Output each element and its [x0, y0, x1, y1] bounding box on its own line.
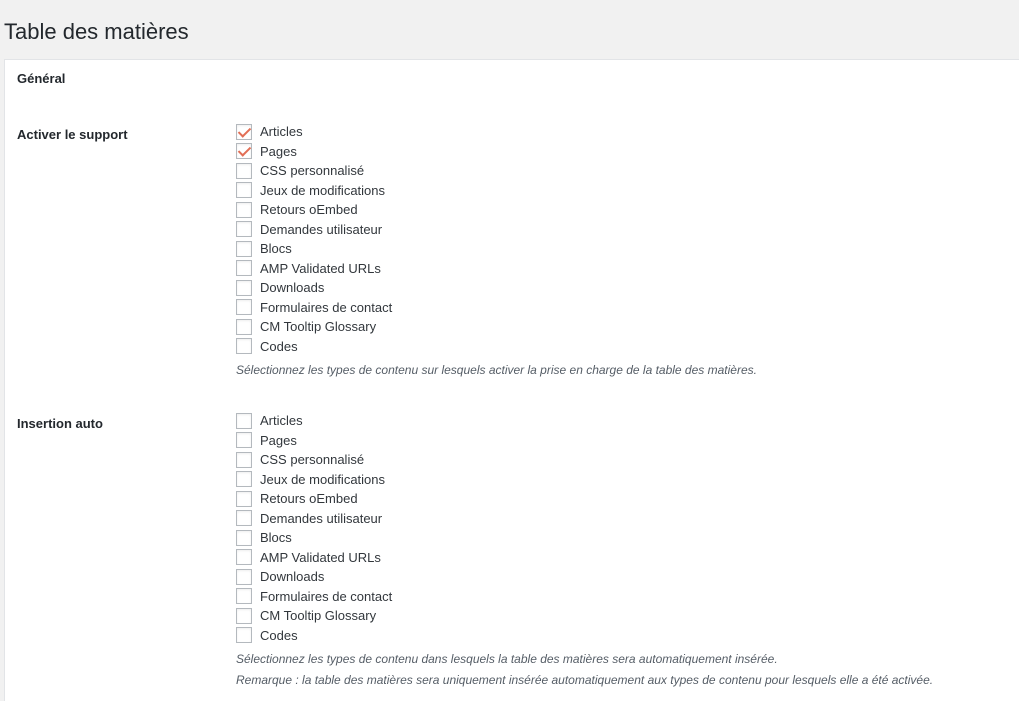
enable-support-option[interactable] [236, 181, 1016, 201]
settings-panel [4, 59, 1019, 701]
page-title: Table des matières [4, 19, 189, 44]
auto-insert-option[interactable] [236, 548, 1016, 568]
auto-insert-option[interactable] [236, 606, 1016, 626]
enable-support-option-label: AMP Validated URLs [260, 260, 381, 276]
auto-insert-option-label: Demandes utilisateur [260, 510, 383, 526]
enable-support-option-label: CM Tooltip Glossary [260, 319, 377, 335]
enable-support-checkbox[interactable] [236, 241, 252, 257]
enable-support-option[interactable] [236, 239, 1016, 259]
enable-support-option-label: Articles [260, 124, 303, 140]
auto-insert-option-label: CSS personnalisé [260, 452, 365, 468]
auto-insert-checkbox[interactable] [236, 608, 252, 624]
auto-insert-option-label: Downloads [260, 569, 325, 585]
enable-support-checkbox[interactable] [236, 163, 252, 179]
auto-insert-option-label: Codes [260, 627, 298, 643]
enable-support-option-label: Jeux de modifications [260, 182, 386, 198]
auto-insert-checkbox-list [236, 411, 1016, 645]
auto-insert-checkbox[interactable] [236, 588, 252, 604]
auto-insert-option[interactable] [236, 470, 1016, 490]
enable-support-option[interactable] [236, 220, 1016, 240]
enable-support-checkbox-list [236, 122, 1016, 356]
enable-support-option-label: Blocs [260, 241, 292, 257]
enable-support-option-label: Pages [260, 143, 297, 159]
auto-insert-description: Sélectionnez les types de contenu dans lesquels la table des matières sera automatiquement insérée. [236, 652, 778, 666]
auto-insert-checkbox[interactable] [236, 627, 252, 643]
auto-insert-option[interactable] [236, 509, 1016, 529]
auto-insert-checkbox[interactable] [236, 569, 252, 585]
enable-support-checkbox[interactable] [236, 202, 252, 218]
auto-insert-checkbox[interactable] [236, 452, 252, 468]
enable-support-option[interactable] [236, 317, 1016, 337]
enable-support-option-label: CSS personnalisé [260, 163, 365, 179]
auto-insert-checkbox[interactable] [236, 530, 252, 546]
auto-insert-options [236, 411, 1016, 689]
auto-insert-option[interactable] [236, 626, 1016, 646]
auto-insert-label: Insertion auto [17, 416, 103, 431]
auto-insert-option-label: Pages [260, 432, 297, 448]
section-heading-general: Général [17, 71, 66, 86]
auto-insert-option[interactable] [236, 450, 1016, 470]
auto-insert-checkbox[interactable] [236, 413, 252, 429]
auto-insert-option-label: Jeux de modifications [260, 471, 386, 487]
enable-support-option-label: Formulaires de contact [260, 299, 393, 315]
enable-support-option[interactable] [236, 278, 1016, 298]
auto-insert-option[interactable] [236, 567, 1016, 587]
enable-support-checkbox[interactable] [236, 280, 252, 296]
auto-insert-option-label: Formulaires de contact [260, 588, 393, 604]
enable-support-checkbox[interactable] [236, 182, 252, 198]
enable-support-option[interactable] [236, 122, 1016, 142]
enable-support-option[interactable] [236, 200, 1016, 220]
auto-insert-checkbox[interactable] [236, 471, 252, 487]
auto-insert-option-label: Blocs [260, 530, 292, 546]
auto-insert-option-label: Retours oEmbed [260, 491, 358, 507]
auto-insert-option[interactable] [236, 587, 1016, 607]
auto-insert-option-label: CM Tooltip Glossary [260, 608, 377, 624]
auto-insert-checkbox[interactable] [236, 432, 252, 448]
enable-support-checkbox[interactable] [236, 338, 252, 354]
auto-insert-option-label: Articles [260, 413, 303, 429]
enable-support-options [236, 122, 1016, 379]
auto-insert-option[interactable] [236, 489, 1016, 509]
enable-support-option-label: Downloads [260, 280, 325, 296]
auto-insert-note: Remarque : la table des matières sera uniquement insérée automatiquement aux types de contenu pour lesquels elle a été activée. [236, 673, 934, 687]
enable-support-option[interactable] [236, 161, 1016, 181]
enable-support-option[interactable] [236, 259, 1016, 279]
enable-support-option[interactable] [236, 337, 1016, 357]
auto-insert-checkbox[interactable] [236, 510, 252, 526]
enable-support-option-label: Retours oEmbed [260, 202, 358, 218]
auto-insert-checkbox[interactable] [236, 491, 252, 507]
enable-support-checkbox[interactable] [236, 143, 252, 159]
enable-support-option[interactable] [236, 142, 1016, 162]
enable-support-checkbox[interactable] [236, 319, 252, 335]
enable-support-checkbox[interactable] [236, 299, 252, 315]
enable-support-option-label: Demandes utilisateur [260, 221, 383, 237]
enable-support-checkbox[interactable] [236, 124, 252, 140]
auto-insert-checkbox[interactable] [236, 549, 252, 565]
auto-insert-option[interactable] [236, 431, 1016, 451]
enable-support-label: Activer le support [17, 127, 128, 142]
enable-support-description: Sélectionnez les types de contenu sur lesquels activer la prise en charge de la table des matières. [236, 363, 757, 377]
auto-insert-option[interactable] [236, 528, 1016, 548]
enable-support-checkbox[interactable] [236, 260, 252, 276]
auto-insert-option-label: AMP Validated URLs [260, 549, 381, 565]
enable-support-option-label: Codes [260, 338, 298, 354]
auto-insert-option[interactable] [236, 411, 1016, 431]
enable-support-checkbox[interactable] [236, 221, 252, 237]
enable-support-option[interactable] [236, 298, 1016, 318]
